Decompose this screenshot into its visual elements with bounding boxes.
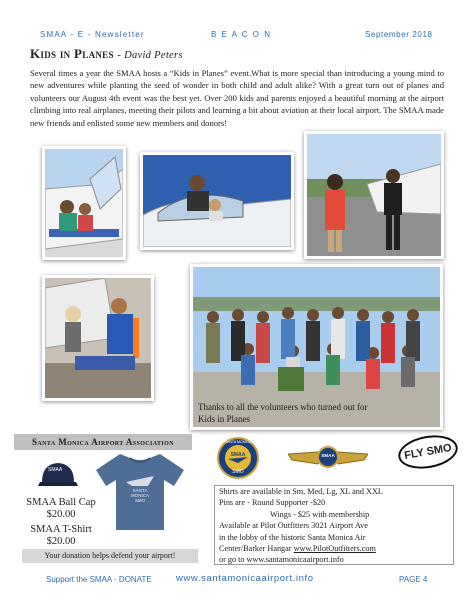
pilot-outfitters-link[interactable]: www.PilotOutfitters.com [293, 544, 376, 554]
wings-text: SMAA [321, 453, 335, 458]
smaa-seal-logo [217, 437, 259, 479]
smaa-wings-pin [288, 444, 368, 470]
ball-cap-offer [20, 497, 102, 520]
seal-mid-text: SMAA [230, 452, 246, 458]
photo-kids-in-cockpit [42, 146, 126, 260]
seal-bottom-text: SMO [232, 469, 244, 475]
association-banner: Santa Monica Airport Association [14, 434, 192, 450]
shirt-print: SANTA MONICA SMO [131, 488, 149, 503]
group-photo-caption: Thanks to all the volunteers who turned out for Kids in Planes [198, 402, 368, 424]
info-wings: Wings - $25 with membership [270, 509, 370, 519]
ball-cap-label: SMAA Ball Cap [26, 497, 96, 508]
photo-boy-in-plane [140, 152, 294, 250]
article-title [30, 46, 183, 62]
donation-note: Your donation helps defend your airport! [22, 549, 198, 563]
newsletter-label: SMAA - E - Newsletter [40, 30, 145, 39]
page-number: PAGE 4 [399, 575, 428, 584]
merch-info-box [214, 485, 454, 565]
beacon-label: B E A C O N [211, 30, 272, 39]
ball-cap-price: $20.00 [46, 508, 76, 520]
info-lobby: in the lobby of the historic Santa Monica Air [219, 532, 366, 542]
info-hangar-text: Center/Barker Hangar [219, 544, 294, 554]
footer-donate-link[interactable]: Support the SMAA - DONATE [46, 575, 152, 584]
article-author: - David Peters [117, 50, 183, 61]
ball-cap-image [38, 460, 78, 488]
footer-website-link[interactable]: www.santamonicaairport.info [176, 573, 314, 584]
t-shirt-price: $20.00 [46, 535, 76, 547]
cap-print: SMAA [48, 467, 63, 473]
issue-date: September 2018 [365, 30, 433, 39]
info-availability: Available at Pilot Outfitters 3021 Airport Ave [219, 521, 368, 531]
t-shirt-image [96, 452, 184, 530]
info-pins: Pins are - Round Supporter -$20 [219, 498, 326, 508]
seal-top-text: SANTA MONICA [224, 440, 252, 444]
fly-smo-sticker: FLY SMO [396, 431, 461, 473]
info-sizes: Shirts are available in Sm, Med, Lg, XL and XXL [219, 487, 383, 496]
info-website: or go to www.santamonicaairport.info [219, 555, 344, 565]
photo-handshake-pilot [304, 131, 444, 259]
article-title-text: Kids in Planes [30, 46, 114, 61]
article-body: Several times a year the SMAA hosts a “Kids in Planes” event.What is more special than introducing a young mind to new adventures while planting the seed of wonder in both child and adult alike? With a great turn out of planes and volunteers our August 4th event was the best yet. Over 200 kids and parents enjoyed a beautiful morning at the airport climbing into real airplanes, meeting their pilots and learning a bit about aviation at their local airport. The SMAA made new friends and enlisted some new members and donors! [30, 68, 444, 128]
info-hangar [219, 543, 453, 554]
t-shirt-label: SMAA T-Shirt [30, 524, 92, 535]
t-shirt-offer [20, 524, 102, 547]
photo-volunteer-with-kids [42, 275, 154, 401]
